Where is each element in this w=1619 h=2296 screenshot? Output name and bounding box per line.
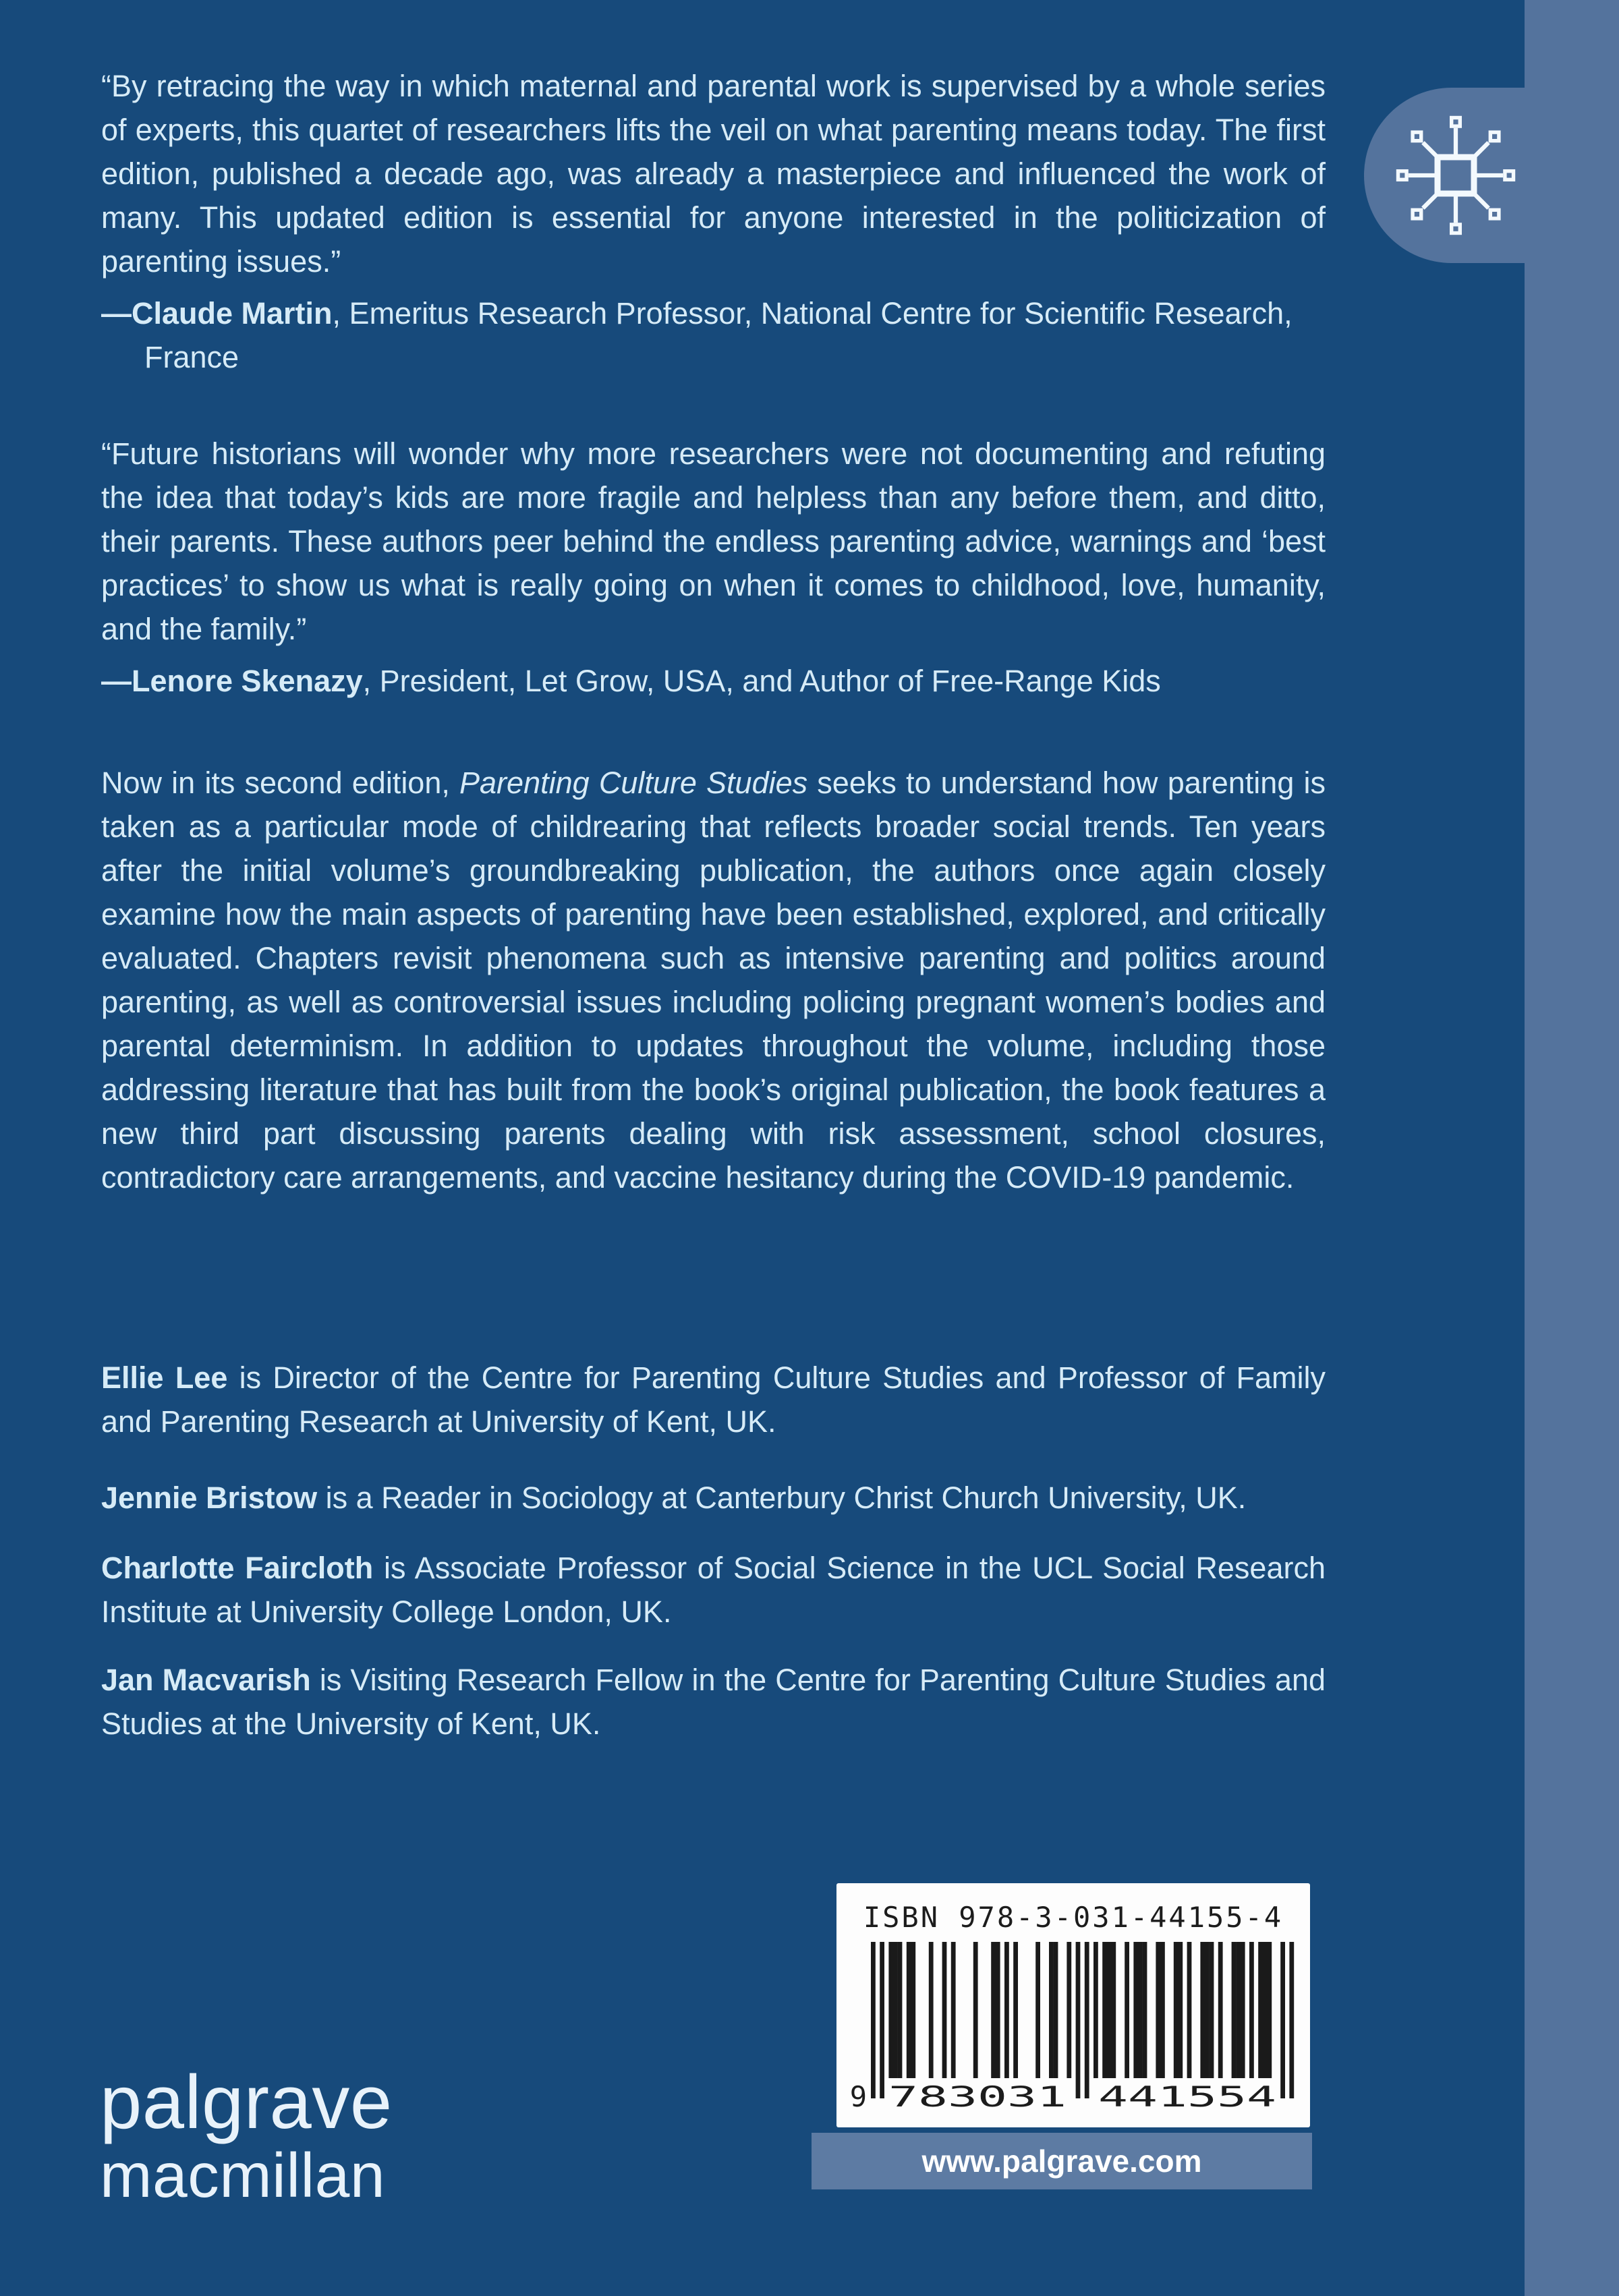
book-description: [101, 761, 1326, 1199]
author-bio-text: is Associate Professor of Social Science in the UCL Social Research Institute at University College London, UK.: [101, 1551, 1326, 1629]
endorser-title: , Emeritus Research Professor, National Centre for Scientific Research, France: [144, 296, 1293, 374]
quote-attribution: [101, 659, 1326, 703]
author-name: Charlotte Faircloth: [101, 1551, 374, 1585]
isbn-label: ISBN 978-3-031-44155-4: [863, 1901, 1284, 1934]
author-bio: [101, 1356, 1326, 1443]
publisher-website: www.palgrave.com: [921, 2144, 1202, 2179]
endorser-name: —Claude Martin: [101, 296, 333, 331]
author-name: Ellie Lee: [101, 1360, 228, 1395]
description-part2: seeks to understand how parenting is taken as a particular mode of childrearing that reflects broader social trends. Ten years after the initial volume’s groundbreaking publication, the authors once again closely examine how the main aspects of parenting have been established, explored, and critically evaluated. Chapters revisit phenomena such as intensive parenting and politics around parenting, as well as controversial issues including policing pregnant women’s bodies and parental determinism. In addition to updates throughout the volume, including those addressing literature that has built from the book’s original publication, the book features a new third part discussing parents dealing with risk assessment, school closures, contradictory care arrangements, and vaccine hesitancy during the COVID-19 pandemic.: [101, 766, 1326, 1195]
author-bio: [101, 1658, 1326, 1746]
endorsement-quote-1: [101, 64, 1326, 379]
author-bio: [101, 1476, 1326, 1520]
barcode-digits-left: 783031: [888, 2080, 1067, 2111]
endorser-title: , President, Let Grow, USA, and Author of Free-Range Kids: [362, 664, 1161, 698]
hub-network-icon: [1395, 115, 1516, 236]
imprint-tab: [1364, 88, 1619, 263]
publisher-logo-line2: macmillan: [100, 2140, 386, 2210]
author-bio-text: is Director of the Centre for Parenting Culture Studies and Professor of Family and Parenting Research at University of Kent, UK.: [101, 1360, 1326, 1439]
author-name: Jennie Bristow: [101, 1481, 318, 1515]
quote-text: “By retracing the way in which maternal and parental work is supervised by a whole series of experts, this quartet of researchers lifts the veil on what parenting means today. The first edition, published a decade ago, was already a masterpiece and influenced the work of many. This updated edition is essential for anyone interested in the politicization of parenting issues.”: [101, 69, 1326, 279]
spine-strip: [1525, 0, 1619, 2296]
book-title-italic: Parenting Culture Studies: [459, 766, 808, 800]
endorser-name: —Lenore Skenazy: [101, 664, 363, 698]
quote-text: “Future historians will wonder why more researchers were not documenting and refuting the idea that today’s kids are more fragile and helpless than any before them, and ditto, their parents. These authors peer behind the endless parenting advice, warnings and ‘best practices’ to show us what is really going on when it comes to childhood, love, humanity, and the family.”: [101, 436, 1326, 646]
barcode-svg: [844, 1942, 1303, 2111]
author-bio-text: is Visiting Research Fellow in the Centre for Parenting Culture Studies and Studies at the University of Kent, UK.: [101, 1663, 1326, 1741]
endorsement-quote-2: [101, 432, 1326, 703]
description-text: [101, 761, 1326, 1199]
author-bio: [101, 1546, 1326, 1634]
author-name: Jan Macvarish: [101, 1663, 311, 1697]
publisher-website-bar: [812, 2133, 1312, 2189]
publisher-logo: [100, 2060, 393, 2210]
description-part1: Now in its second edition,: [101, 766, 460, 800]
publisher-logo-line1: palgrave: [100, 2060, 393, 2144]
quote-attribution: [101, 291, 1326, 379]
author-bio-text: is a Reader in Sociology at Canterbury Christ Church University, UK.: [317, 1481, 1247, 1515]
barcode-digits-right: 441554: [1098, 2080, 1276, 2111]
barcode-digit-lead: 9: [849, 2080, 867, 2111]
isbn-barcode-panel: [836, 1883, 1310, 2127]
